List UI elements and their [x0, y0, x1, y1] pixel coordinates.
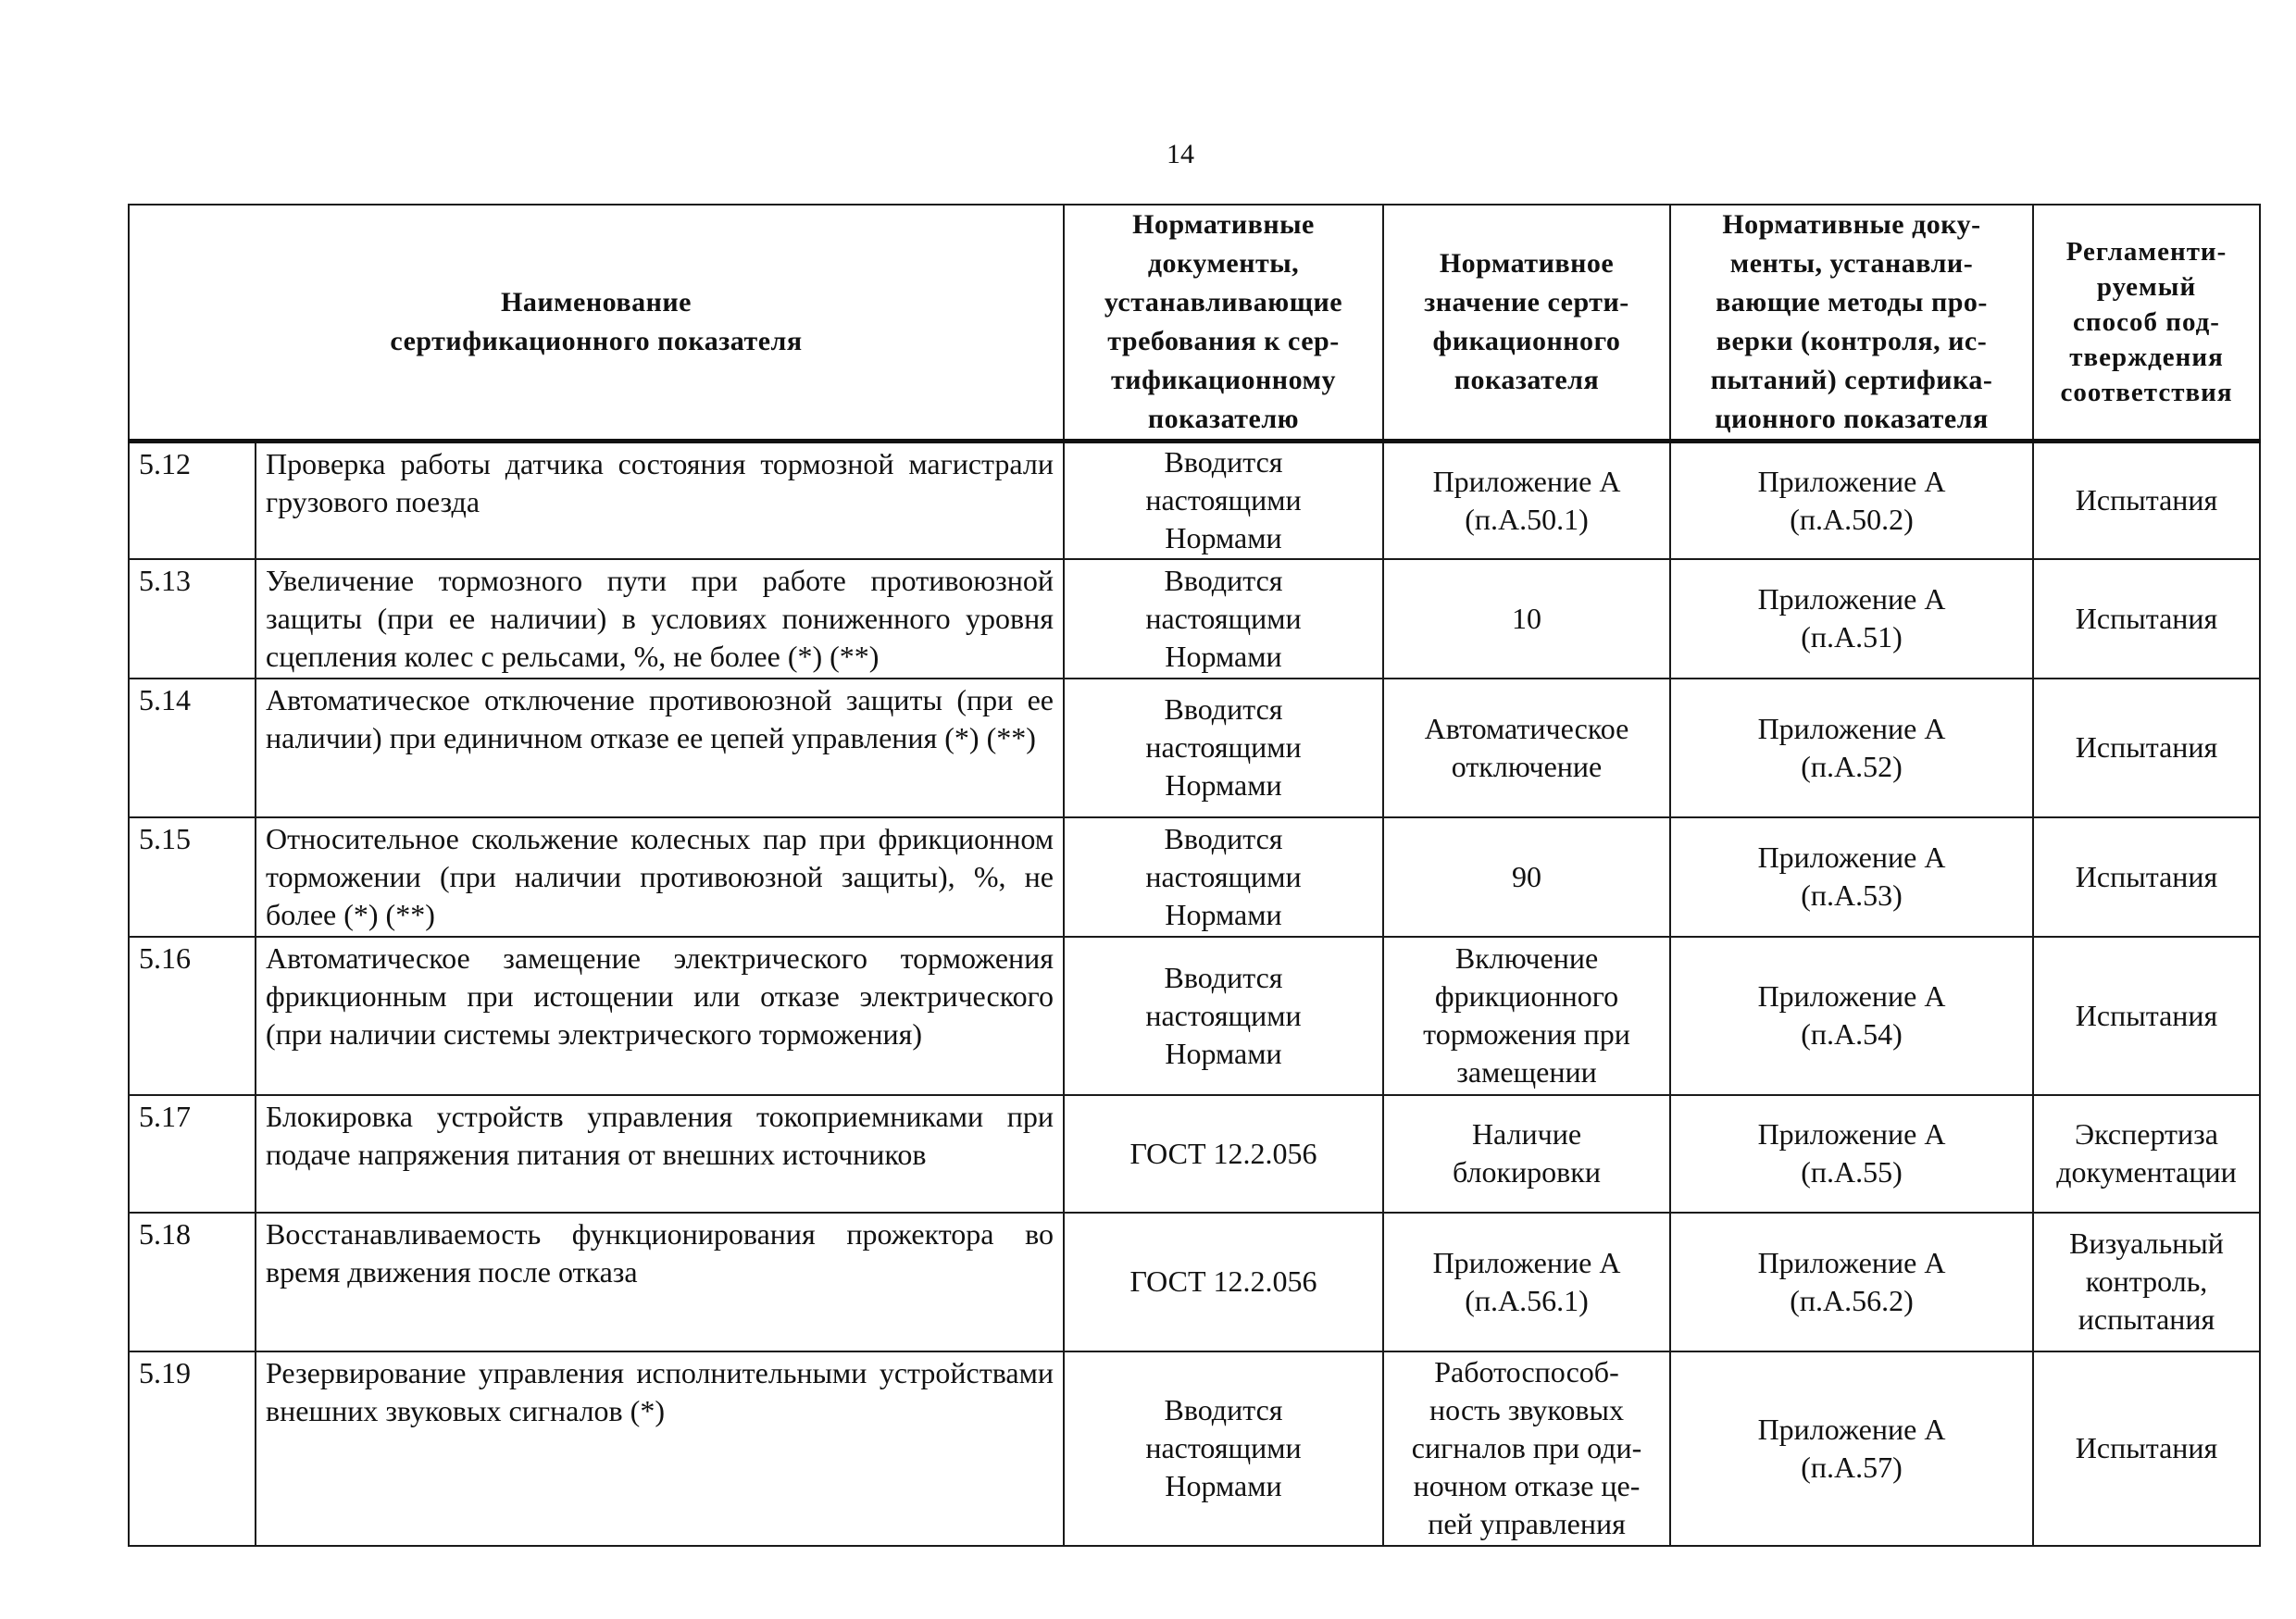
- row-req-docs: Вводится настоящими Нормами: [1064, 1351, 1383, 1546]
- table-row: [129, 442, 2260, 559]
- row-method-docs: Приложение А (п.А.52): [1670, 679, 2033, 817]
- row-req-docs: Вводится настоящими Нормами: [1064, 442, 1383, 559]
- row-indicator-name: Относительное скольжение колесных пар при фрикционном торможении (при наличии противоюзной защиты), %, не более (*) (**): [256, 817, 1064, 937]
- row-number: 5.15: [129, 817, 256, 937]
- row-norm-value: Приложение А (п.А.56.1): [1383, 1213, 1670, 1351]
- row-confirmation: Испытания: [2033, 937, 2260, 1095]
- row-method-docs: Приложение А (п.А.57): [1670, 1351, 2033, 1546]
- row-req-docs: Вводится настоящими Нормами: [1064, 559, 1383, 679]
- row-indicator-name: Восстанавливаемость функционирования прожектора во время движения после отказа: [256, 1213, 1064, 1351]
- table-row: [129, 679, 2260, 817]
- table-row: [129, 559, 2260, 679]
- table-row: [129, 1213, 2260, 1351]
- row-indicator-name: Проверка работы датчика состояния тормозной магистрали грузового поезда: [256, 442, 1064, 559]
- row-method-docs: Приложение А (п.А.53): [1670, 817, 2033, 937]
- header-req-docs: Нормативные документы, устанавливающие требования к сер- тификационному показателю: [1064, 205, 1383, 442]
- row-number: 5.16: [129, 937, 256, 1095]
- row-norm-value: Приложение А (п.А.50.1): [1383, 442, 1670, 559]
- table-header-row: [129, 205, 2260, 442]
- row-confirmation: Испытания: [2033, 679, 2260, 817]
- row-norm-value: Наличие блокировки: [1383, 1095, 1670, 1213]
- row-norm-value: Работоспособ- ность звуковых сигналов при оди- ночном отказе це- пей управления: [1383, 1351, 1670, 1546]
- header-indicator: Наименование сертификационного показателя: [129, 205, 1064, 442]
- row-req-docs: ГОСТ 12.2.056: [1064, 1213, 1383, 1351]
- row-number: 5.14: [129, 679, 256, 817]
- row-req-docs: ГОСТ 12.2.056: [1064, 1095, 1383, 1213]
- row-method-docs: Приложение А (п.А.50.2): [1670, 442, 2033, 559]
- row-number: 5.18: [129, 1213, 256, 1351]
- header-confirmation: Регламенти- руемый способ под- тверждения соответствия: [2033, 205, 2260, 442]
- row-norm-value: 90: [1383, 817, 1670, 937]
- row-method-docs: Приложение А (п.А.56.2): [1670, 1213, 2033, 1351]
- row-indicator-name: Резервирование управления исполнительными устройствами внешних звуковых сигналов (*): [256, 1351, 1064, 1546]
- row-number: 5.13: [129, 559, 256, 679]
- row-method-docs: Приложение А (п.А.51): [1670, 559, 2033, 679]
- row-method-docs: Приложение А (п.А.55): [1670, 1095, 2033, 1213]
- row-indicator-name: Увеличение тормозного пути при работе противоюзной защиты (при ее наличии) в условиях пониженного уровня сцепления колес с рельсами, %, не более (*) (**): [256, 559, 1064, 679]
- table-row: [129, 817, 2260, 937]
- row-norm-value: Включение фрикционного торможения при замещении: [1383, 937, 1670, 1095]
- row-req-docs: Вводится настоящими Нормами: [1064, 679, 1383, 817]
- certification-table: [128, 204, 2261, 1547]
- row-indicator-name: Автоматическое отключение противоюзной защиты (при ее наличии) при единичном отказе ее цепей управления (*) (**): [256, 679, 1064, 817]
- row-indicator-name: Блокировка устройств управления токоприемниками при подаче напряжения питания от внешних источников: [256, 1095, 1064, 1213]
- row-number: 5.12: [129, 442, 256, 559]
- header-method-docs: Нормативные доку- менты, устанавли- вающие методы про- верки (контроля, ис- пытаний) сертифика- ционного показателя: [1670, 205, 2033, 442]
- row-confirmation: Испытания: [2033, 817, 2260, 937]
- row-indicator-name: Автоматическое замещение электрического торможения фрикционным при истощении или отказе электрического (при наличии системы электрического торможения): [256, 937, 1064, 1095]
- row-confirmation: Испытания: [2033, 1351, 2260, 1546]
- table-row: [129, 937, 2260, 1095]
- row-number: 5.19: [129, 1351, 256, 1546]
- row-confirmation: Испытания: [2033, 559, 2260, 679]
- row-confirmation: Визуальный контроль, испытания: [2033, 1213, 2260, 1351]
- header-norm-value: Нормативное значение серти- фикационного показателя: [1383, 205, 1670, 442]
- table-row: [129, 1095, 2260, 1213]
- table-row: [129, 1351, 2260, 1546]
- row-req-docs: Вводится настоящими Нормами: [1064, 817, 1383, 937]
- page-number: 14: [1167, 139, 1194, 169]
- row-method-docs: Приложение А (п.А.54): [1670, 937, 2033, 1095]
- row-norm-value: 10: [1383, 559, 1670, 679]
- row-confirmation: Испытания: [2033, 442, 2260, 559]
- row-req-docs: Вводится настоящими Нормами: [1064, 937, 1383, 1095]
- row-confirmation: Экспертиза документации: [2033, 1095, 2260, 1213]
- row-norm-value: Автоматическое отключение: [1383, 679, 1670, 817]
- row-number: 5.17: [129, 1095, 256, 1213]
